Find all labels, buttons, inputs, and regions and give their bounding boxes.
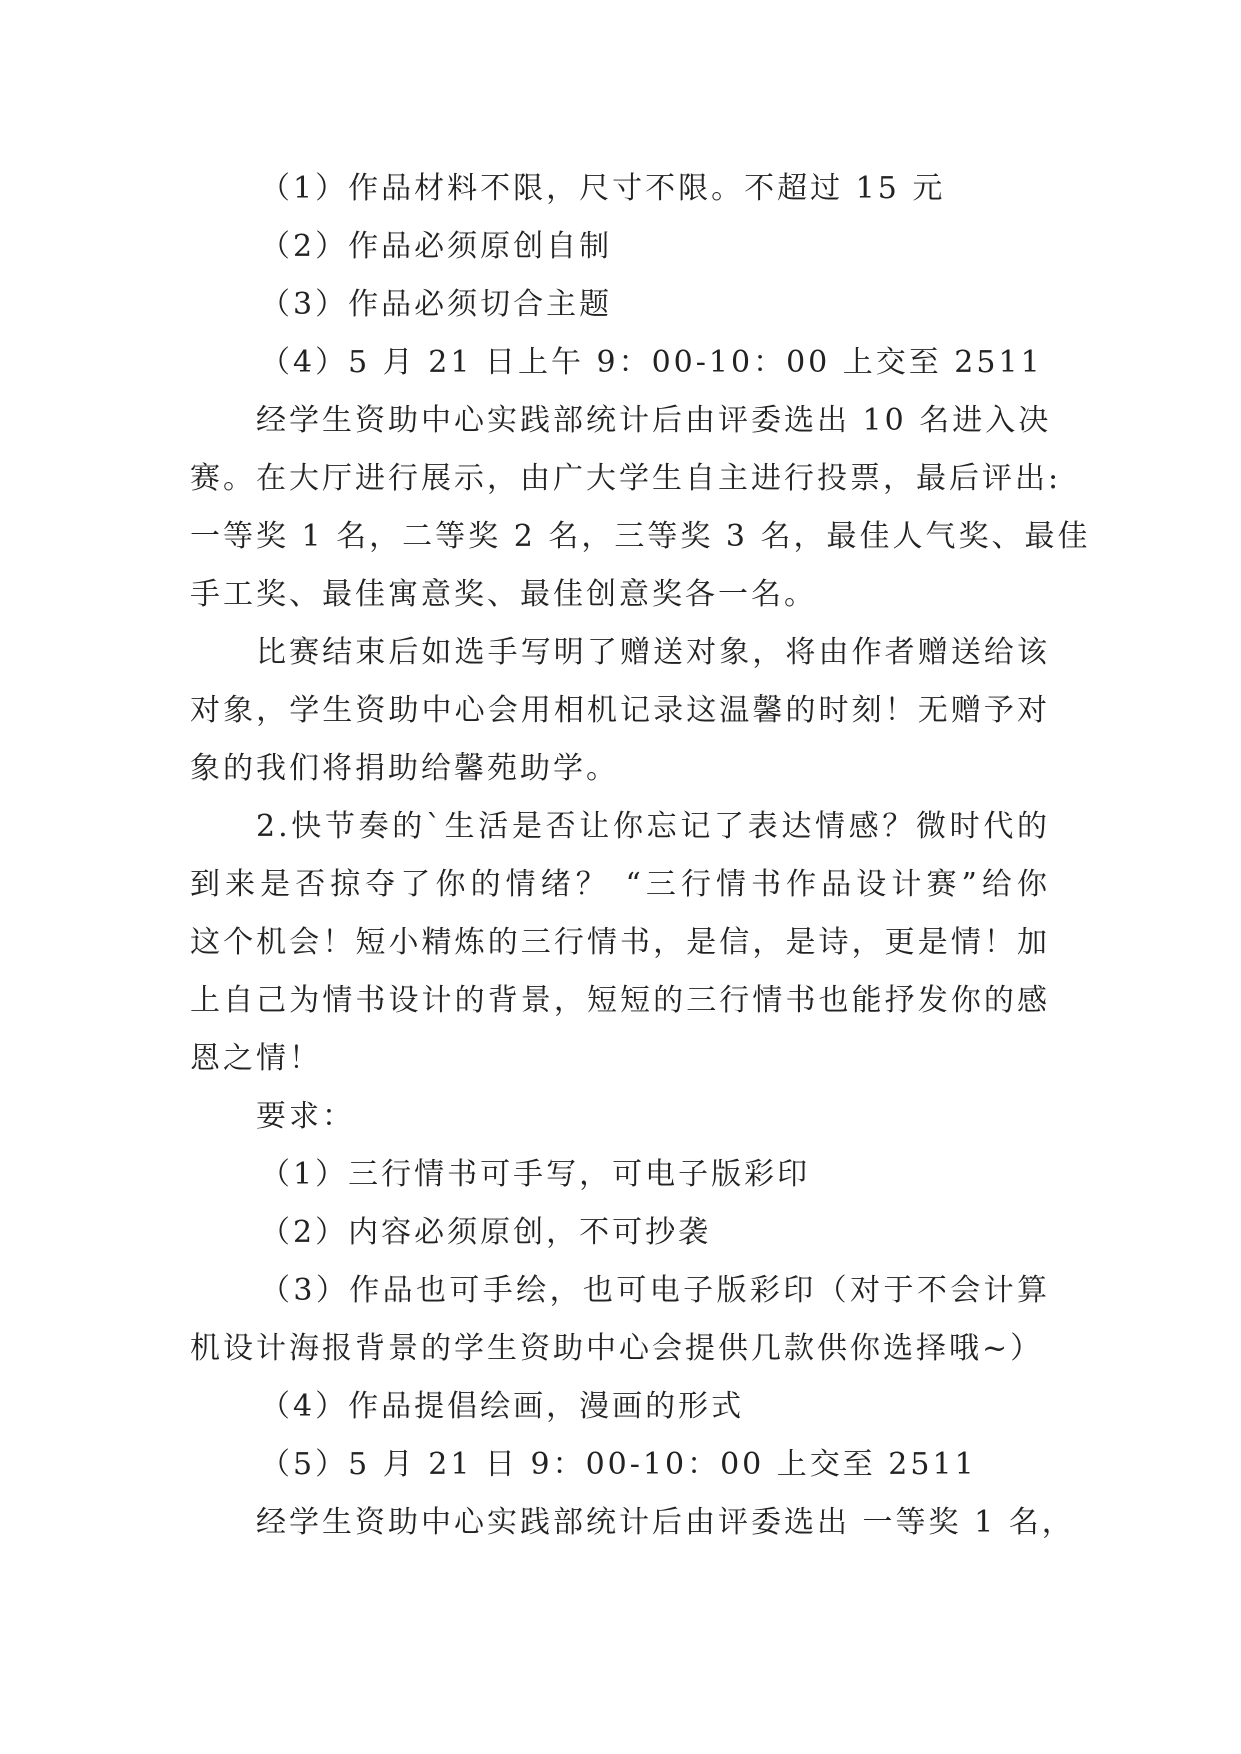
requirement-item: （1）三行情书可手写，可电子版彩印 — [260, 1157, 811, 1192]
paragraph-line: 一等奖 1 名，二等奖 2 名，三等奖 3 名，最佳人气奖、最佳 — [190, 519, 1091, 554]
requirement-item: （2）内容必须原创，不可抄袭 — [260, 1215, 712, 1250]
paragraph-line: 经学生资助中心实践部统计后由评委选出 一等奖 1 名， — [256, 1505, 1075, 1540]
paragraph-line: 象的我们将捐助给馨苑助学。 — [190, 751, 619, 786]
paragraph-line: 比赛结束后如选手写明了赠送对象，将由作者赠送给该 — [256, 635, 1050, 670]
document-body — [190, 160, 1091, 1552]
requirement-item-continued: 机设计海报背景的学生资助中心会提供几款供你选择哦~） — [190, 1331, 1044, 1366]
section-heading: 要求： — [256, 1099, 355, 1134]
requirement-item: （5）5 月 21 日 9：00-10：00 上交至 2511 — [260, 1447, 977, 1482]
paragraph-line: 到来是否掠夺了你的情绪？ “三行情书作品设计赛”给你 — [190, 867, 1050, 902]
requirement-item: （1）作品材料不限，尺寸不限。不超过 15 元 — [260, 171, 946, 206]
paragraph-line: 经学生资助中心实践部统计后由评委选出 10 名进入决 — [256, 403, 1052, 438]
paragraph-line: 这个机会！短小精炼的三行情书，是信，是诗，更是情！加 — [190, 925, 1050, 960]
requirement-item: （3）作品也可手绘，也可电子版彩印（对于不会计算 — [260, 1273, 1050, 1308]
paragraph-line: 对象，学生资助中心会用相机记录这温馨的时刻！无赠予对 — [190, 693, 1050, 728]
paragraph-line: 上自己为情书设计的背景，短短的三行情书也能抒发你的感 — [190, 983, 1050, 1018]
paragraph-line: 恩之情！ — [190, 1041, 322, 1076]
requirement-item: （4）5 月 21 日上午 9：00-10：00 上交至 2511 — [260, 345, 1043, 380]
paragraph-line: 手工奖、最佳寓意奖、最佳创意奖各一名。 — [190, 577, 817, 612]
paragraph-line: 2.快节奏的`生活是否让你忘记了表达情感？微时代的 — [256, 809, 1050, 844]
paragraph-line: 赛。在大厅进行展示，由广大学生自主进行投票，最后评出: — [190, 461, 1062, 496]
requirement-item: （3）作品必须切合主题 — [260, 287, 613, 322]
requirement-item: （4）作品提倡绘画，漫画的形式 — [260, 1389, 745, 1424]
requirement-item: （2）作品必须原创自制 — [260, 229, 613, 264]
